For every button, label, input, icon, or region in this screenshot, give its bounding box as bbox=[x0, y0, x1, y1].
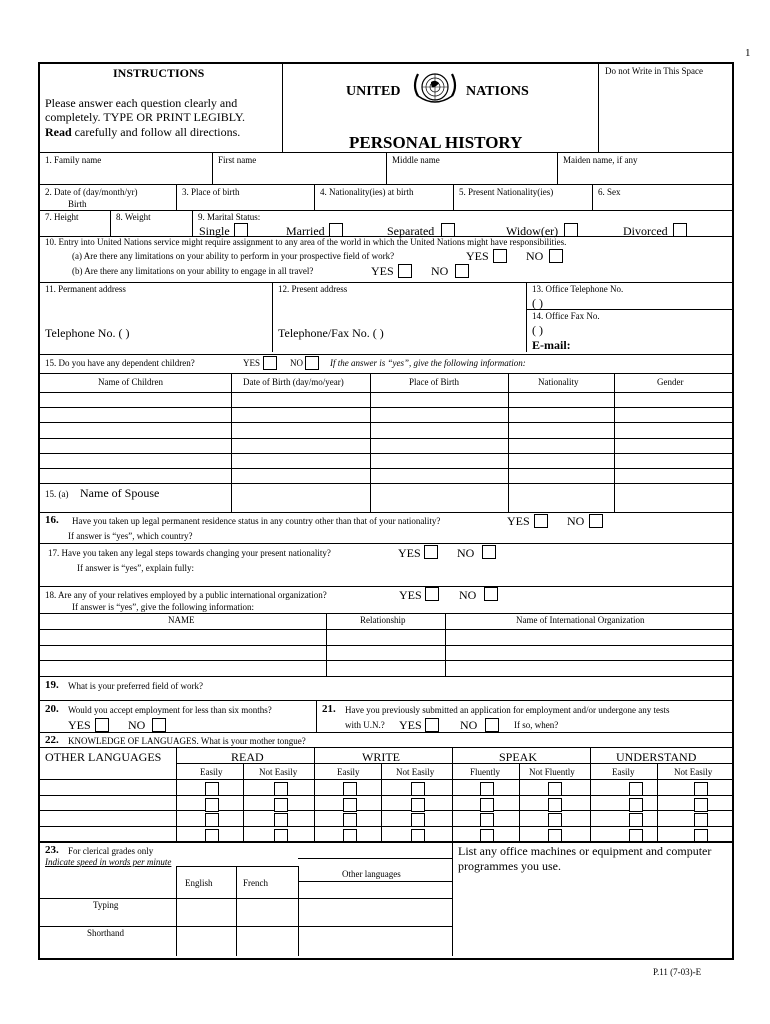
read-not-easily: Not Easily bbox=[259, 767, 298, 777]
shorthand-label: Shorthand bbox=[87, 928, 124, 938]
divorced-checkbox[interactable] bbox=[673, 223, 687, 237]
children-col-place: Place of Birth bbox=[409, 377, 459, 387]
family-name-field[interactable] bbox=[40, 166, 210, 182]
lang-speak-fluently-1[interactable] bbox=[480, 782, 494, 796]
q20-no-label: NO bbox=[128, 718, 146, 732]
q21-yes-label: YES bbox=[399, 718, 422, 732]
other-languages-label: OTHER LANGUAGES bbox=[45, 750, 162, 764]
married-checkbox[interactable] bbox=[329, 223, 343, 237]
office-machines-field[interactable] bbox=[454, 876, 728, 954]
lang-speak-not-fluently-2[interactable] bbox=[548, 798, 562, 812]
write-not-easily: Not Easily bbox=[396, 767, 435, 777]
lang-understand-not-easily-3[interactable] bbox=[694, 813, 708, 827]
q23-speed: Indicate speed in words per minute bbox=[45, 857, 172, 867]
q10a-yes-checkbox[interactable] bbox=[493, 249, 507, 263]
middle-name-field[interactable] bbox=[388, 166, 555, 182]
q15-yes-checkbox[interactable] bbox=[263, 356, 277, 370]
q18-question: 18. Are any of your relatives employed by a public international organization? bbox=[45, 590, 327, 600]
q17-yes-checkbox[interactable] bbox=[424, 545, 438, 559]
lang-speak-not-fluently-3[interactable] bbox=[548, 813, 562, 827]
q17-no-label: NO bbox=[457, 546, 475, 560]
maiden-name-label: Maiden name, if any bbox=[563, 155, 638, 165]
q18-yes-checkbox[interactable] bbox=[425, 587, 439, 601]
children-col-dob: Date of Birth (day/mo/year) bbox=[243, 377, 344, 387]
q10a-yes-label: YES bbox=[466, 249, 489, 263]
children-col-gender: Gender bbox=[657, 377, 684, 387]
typing-label: Typing bbox=[93, 900, 119, 910]
q22-question: KNOWLEDGE OF LANGUAGES. What is your mother tongue? bbox=[68, 736, 306, 746]
q16-which-country: If answer is “yes”, which country? bbox=[68, 531, 193, 541]
marital-status-label: 9. Marital Status: bbox=[198, 212, 261, 222]
q20-number: 20. bbox=[45, 703, 59, 715]
q17-question: 17. Have you taken any legal steps towards changing your present nationality? bbox=[48, 548, 331, 558]
understand-not-easily: Not Easily bbox=[674, 767, 713, 777]
lang-speak-fluently-3[interactable] bbox=[480, 813, 494, 827]
lang-write-easily-2[interactable] bbox=[343, 798, 357, 812]
widow-label: Widow(er) bbox=[506, 224, 559, 238]
telephone-label: Telephone No. ( ) bbox=[45, 326, 130, 340]
children-col-name: Name of Children bbox=[98, 377, 163, 387]
office-telephone-field[interactable]: ( ) bbox=[532, 296, 543, 310]
dob-label: 2. Date of (day/month/yr) bbox=[45, 187, 138, 197]
q16-yes-label: YES bbox=[507, 514, 530, 528]
q23-number: 23. bbox=[45, 844, 59, 856]
q10b-no-label: NO bbox=[431, 264, 449, 278]
office-fax-field[interactable]: ( ) bbox=[532, 323, 543, 337]
spouse-name-label: Name of Spouse bbox=[80, 486, 160, 500]
q10a-question: (a) Are there any limitations on your ability to perform in your prospective field of work? bbox=[72, 251, 395, 261]
q17-yes-label: YES bbox=[398, 546, 421, 560]
q16-yes-checkbox[interactable] bbox=[534, 514, 548, 528]
united-label: UNITED bbox=[346, 84, 401, 99]
lang-speak-fluently-2[interactable] bbox=[480, 798, 494, 812]
form-title: PERSONAL HISTORY bbox=[349, 133, 523, 152]
lang-read-not-easily-3[interactable] bbox=[274, 813, 288, 827]
speak-header: SPEAK bbox=[499, 750, 538, 764]
read-easily: Easily bbox=[200, 767, 223, 777]
instructions-title: INSTRUCTIONS bbox=[113, 66, 205, 80]
family-name-label: 1. Family name bbox=[45, 155, 102, 165]
lang-read-not-easily-2[interactable] bbox=[274, 798, 288, 812]
lang-read-easily-3[interactable] bbox=[205, 813, 219, 827]
office-telephone-label: 13. Office Telephone No. bbox=[532, 284, 624, 294]
clerical-col-french: French bbox=[243, 878, 268, 888]
q19-number: 19. bbox=[45, 679, 59, 691]
q15-no-checkbox[interactable] bbox=[305, 356, 319, 370]
instructions-line-2: completely. TYPE OR PRINT LEGIBLY. bbox=[45, 110, 246, 124]
widow-checkbox[interactable] bbox=[564, 223, 578, 237]
q19-question: What is your preferred field of work? bbox=[68, 681, 203, 691]
lang-understand-easily-3[interactable] bbox=[629, 813, 643, 827]
read-header: READ bbox=[231, 750, 264, 764]
q15-yes-label: YES bbox=[243, 358, 261, 368]
instructions-line-3: Read carefully and follow all directions. bbox=[45, 125, 241, 139]
understand-header: UNDERSTAND bbox=[616, 750, 697, 764]
office-fax-label: 14. Office Fax No. bbox=[532, 311, 600, 321]
lang-write-easily-3[interactable] bbox=[343, 813, 357, 827]
permanent-address-label: 11. Permanent address bbox=[45, 284, 126, 294]
q16-no-label: NO bbox=[567, 514, 585, 528]
lang-write-not-easily-3[interactable] bbox=[411, 813, 425, 827]
q10b-yes-label: YES bbox=[371, 264, 394, 278]
single-checkbox[interactable] bbox=[234, 223, 248, 237]
telephone-fax-label: Telephone/Fax No. ( ) bbox=[278, 326, 384, 340]
q10b-yes-checkbox[interactable] bbox=[398, 264, 412, 278]
q16-number: 16. bbox=[45, 514, 59, 526]
separated-checkbox[interactable] bbox=[441, 223, 455, 237]
present-address-label: 12. Present address bbox=[278, 284, 348, 294]
nations-label: NATIONS bbox=[466, 84, 529, 99]
sex-label: 6. Sex bbox=[598, 187, 621, 197]
un-emblem-logo bbox=[410, 66, 460, 112]
q10-statement: 10. Entry into United Nations service might require assignment to any area of the world in which the United Nations might have responsibilities. bbox=[45, 237, 567, 247]
lang-understand-easily-1[interactable] bbox=[629, 782, 643, 796]
q21-with-un: with U.N.? bbox=[345, 720, 385, 730]
q10b-question: (b) Are there any limitations on your ability to engage in all travel? bbox=[72, 266, 314, 276]
q17-explain: If answer is “yes”, explain fully: bbox=[77, 563, 194, 573]
married-label: Married bbox=[286, 224, 325, 238]
q10a-no-label: NO bbox=[526, 249, 544, 263]
speak-fluently: Fluently bbox=[470, 767, 501, 777]
first-name-field[interactable] bbox=[214, 166, 384, 182]
q15-no-label: NO bbox=[290, 358, 303, 368]
office-machines-label: List any office machines or equipment and computer bbox=[458, 844, 712, 858]
q10a-no-checkbox[interactable] bbox=[549, 249, 563, 263]
q23-question: For clerical grades only bbox=[68, 846, 154, 856]
lang-write-easily-1[interactable] bbox=[343, 782, 357, 796]
q21-question: Have you previously submitted an application for employment and/or undergone any tests bbox=[345, 705, 670, 715]
office-machines-label-2: programmes you use. bbox=[458, 859, 561, 873]
q21-no-label: NO bbox=[460, 718, 478, 732]
separated-label: Separated bbox=[387, 224, 435, 238]
nationality-at-birth-label: 4. Nationality(ies) at birth bbox=[320, 187, 414, 197]
q21-number: 21. bbox=[322, 703, 336, 715]
children-rows[interactable] bbox=[40, 393, 230, 482]
email-label: E-mail: bbox=[532, 338, 571, 352]
office-use-note: Do not Write in This Space bbox=[605, 66, 704, 76]
children-col-nationality: Nationality bbox=[538, 377, 579, 387]
permanent-address-field[interactable] bbox=[40, 296, 270, 322]
q16-no-checkbox[interactable] bbox=[589, 514, 603, 528]
weight-label: 8. Weight bbox=[116, 212, 151, 222]
relatives-col-relationship: Relationship bbox=[360, 615, 406, 625]
form-code: P.11 (7-03)-E bbox=[653, 967, 702, 977]
height-label: 7. Height bbox=[45, 212, 79, 222]
spouse-prefix: 15. (a) bbox=[45, 489, 69, 499]
q17-no-checkbox[interactable] bbox=[482, 545, 496, 559]
present-address-field[interactable] bbox=[274, 296, 524, 322]
q21-when: If so, when? bbox=[514, 720, 559, 730]
dob-label-2: Birth bbox=[68, 199, 87, 209]
q20-question: Would you accept employment for less than six months? bbox=[68, 705, 272, 715]
lang-read-not-easily-1[interactable] bbox=[274, 782, 288, 796]
q18-no-label: NO bbox=[459, 588, 477, 602]
clerical-col-other: Other languages bbox=[342, 869, 401, 879]
single-label: Single bbox=[199, 224, 230, 238]
speak-not-fluently: Not Fluently bbox=[529, 767, 575, 777]
lang-understand-not-easily-1[interactable] bbox=[694, 782, 708, 796]
write-header: WRITE bbox=[362, 750, 400, 764]
lang-understand-not-easily-2[interactable] bbox=[694, 798, 708, 812]
q20-yes-checkbox[interactable] bbox=[95, 718, 109, 732]
first-name-label: First name bbox=[218, 155, 257, 165]
q15-question: 15. Do you have any dependent children? bbox=[45, 358, 195, 368]
instructions-line-1: Please answer each question clearly and bbox=[45, 96, 238, 110]
q18-instruction: If answer is “yes”, give the following information: bbox=[72, 602, 254, 612]
write-easily: Easily bbox=[337, 767, 360, 777]
q16-question: Have you taken up legal permanent residence status in any country other than that of your nationality? bbox=[72, 516, 441, 526]
maiden-name-field[interactable] bbox=[559, 166, 729, 182]
q22-number: 22. bbox=[45, 734, 59, 746]
understand-easily: Easily bbox=[612, 767, 635, 777]
q18-yes-label: YES bbox=[399, 588, 422, 602]
q20-no-checkbox[interactable] bbox=[152, 718, 166, 732]
q10b-no-checkbox[interactable] bbox=[455, 264, 469, 278]
relatives-col-organization: Name of International Organization bbox=[516, 615, 645, 625]
q18-no-checkbox[interactable] bbox=[484, 587, 498, 601]
q15-instruction: If the answer is “yes”, give the following information: bbox=[330, 358, 526, 368]
clerical-col-english: English bbox=[185, 878, 213, 888]
page-number: 1 bbox=[745, 47, 751, 59]
lang-write-not-easily-1[interactable] bbox=[411, 782, 425, 796]
lang-understand-easily-2[interactable] bbox=[629, 798, 643, 812]
lang-read-easily-2[interactable] bbox=[205, 798, 219, 812]
lang-read-easily-1[interactable] bbox=[205, 782, 219, 796]
middle-name-label: Middle name bbox=[392, 155, 440, 165]
divorced-label: Divorced bbox=[623, 224, 668, 238]
q21-yes-checkbox[interactable] bbox=[425, 718, 439, 732]
lang-write-not-easily-2[interactable] bbox=[411, 798, 425, 812]
q21-no-checkbox[interactable] bbox=[485, 718, 499, 732]
relatives-col-name: NAME bbox=[168, 615, 195, 625]
place-of-birth-label: 3. Place of birth bbox=[182, 187, 240, 197]
q20-yes-label: YES bbox=[68, 718, 91, 732]
lang-speak-not-fluently-1[interactable] bbox=[548, 782, 562, 796]
present-nationality-label: 5. Present Nationality(ies) bbox=[459, 187, 554, 197]
